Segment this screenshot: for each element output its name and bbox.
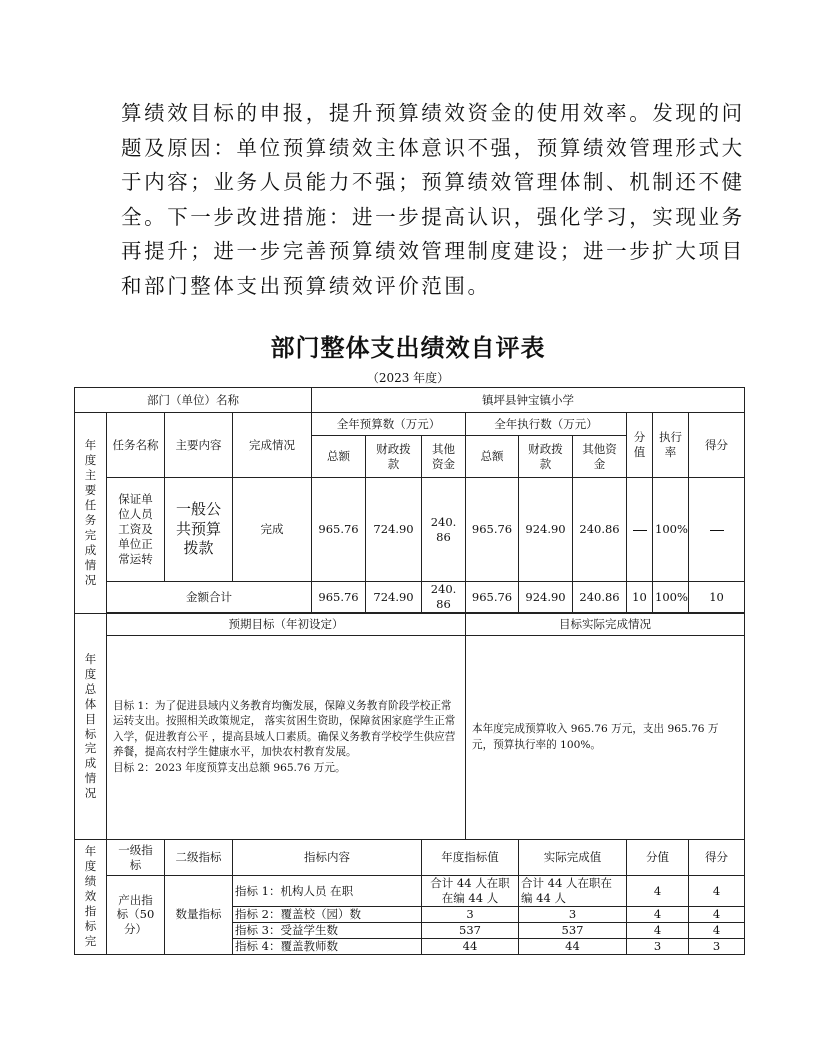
indicator-target: 44 <box>422 938 519 954</box>
sum-budget-total: 965.76 <box>312 582 366 613</box>
exec-other-header: 其他资金 <box>573 436 627 478</box>
sum-score: 10 <box>689 582 745 613</box>
indicator-score-value: 3 <box>627 938 689 954</box>
indicator-content: 指标 2：覆盖校（园）数 <box>233 907 422 923</box>
level2-header: 二级指标 <box>165 840 233 876</box>
task-status: 完成 <box>233 478 312 582</box>
exec-total: 965.76 <box>466 478 519 582</box>
exec-group-header: 全年执行数（万元） <box>466 413 627 436</box>
score-header: 得分 <box>689 413 745 478</box>
indicator-target: 合计 44 人在职在编 44 人 <box>422 876 519 907</box>
actual-goal-text: 本年度完成预算收入 965.76 万元，支出 965.76 万元，预算执行率的 100%。 <box>466 636 745 840</box>
level1-header: 一级指标 <box>107 840 165 876</box>
indicator-actual: 44 <box>519 938 627 954</box>
sum-budget-other: 240.86 <box>422 582 466 613</box>
sum-exec-total: 965.76 <box>466 582 519 613</box>
exec-total-header: 总额 <box>466 436 519 478</box>
task-score <box>689 478 745 582</box>
indicator-score: 3 <box>689 938 745 954</box>
sum-exec-other: 240.86 <box>573 582 627 613</box>
task-content: 一般公共预算拨款 <box>165 478 233 582</box>
sum-score-value: 10 <box>627 582 653 613</box>
indicator-score: 4 <box>689 876 745 907</box>
paragraph-line: 题及原因：单位预算绩效主体意识不强，预算绩效管理形式大 <box>121 135 745 160</box>
indicator-target: 3 <box>422 907 519 923</box>
paragraph-line: 再提升；进一步完善预算绩效管理制度建设；进一步扩大项目 <box>121 239 745 263</box>
exec-fiscal: 924.90 <box>519 478 573 582</box>
sec1-header-row <box>75 413 745 436</box>
budget-total: 965.76 <box>312 478 366 582</box>
ind-score-header: 得分 <box>689 840 745 876</box>
paragraph-line: 于内容；业务人员能力不强；预算绩效管理体制、机制还不健 <box>121 170 745 194</box>
content-header: 指标内容 <box>233 840 422 876</box>
indicator-row <box>75 876 745 907</box>
indicator-target: 537 <box>422 922 519 938</box>
budget-fiscal: 724.90 <box>366 478 422 582</box>
task-row <box>75 478 745 582</box>
budget-total-header: 总额 <box>312 436 366 478</box>
section-label-tasks: 年度主要任务完成情况 <box>75 413 107 614</box>
sum-label: 金额合计 <box>107 582 312 613</box>
section-label-indicators: 年度绩效指标完 <box>75 840 107 955</box>
self-evaluation-table <box>74 387 745 955</box>
sec2-header-row <box>75 614 745 636</box>
indicator-content: 指标 3：受益学生数 <box>233 922 422 938</box>
task-exec-rate: 100% <box>653 478 689 582</box>
quantity-indicator-label: 数量指标 <box>165 876 233 955</box>
task-name-header: 任务名称 <box>107 413 165 478</box>
sum-exec-fiscal: 924.90 <box>519 582 573 613</box>
paragraph-line: 算绩效目标的申报，提升预算绩效资金的使用效率。发现的问 <box>121 101 745 125</box>
indicator-score-value: 4 <box>627 922 689 938</box>
indicator-score-value: 4 <box>627 876 689 907</box>
exec-other: 240.86 <box>573 478 627 582</box>
completion-header: 完成情况 <box>233 413 312 478</box>
indicator-score: 4 <box>689 922 745 938</box>
goal-2-text: 目标 2：2023 年度预算支出总额 965.76 万元。 <box>113 761 346 774</box>
form-year: （2023 年度） <box>366 371 450 385</box>
sum-budget-fiscal: 724.90 <box>366 582 422 613</box>
sum-row <box>75 582 745 613</box>
target-header: 年度指标值 <box>422 840 519 876</box>
budget-fiscal-header: 财政拨款 <box>366 436 422 478</box>
indicator-content: 指标 1：机构人员 在职 <box>233 876 422 907</box>
score-value-header: 分值 <box>627 413 653 478</box>
paragraph-line: 和部门整体支出预算绩效评价范围。 <box>121 273 491 298</box>
task-score-value <box>627 478 653 582</box>
expected-goal-text <box>107 636 466 840</box>
form-title: 部门整体支出绩效自评表 <box>270 333 546 362</box>
indicator-actual: 合计 44 人在职在编 44 人 <box>519 876 627 907</box>
actual-goal-header: 目标实际完成情况 <box>466 614 745 636</box>
budget-group-header: 全年预算数（万元） <box>312 413 466 436</box>
sec2-content-row <box>75 636 745 840</box>
exec-fiscal-header: 财政拨款 <box>519 436 573 478</box>
dash-mark <box>710 530 724 531</box>
main-content-header: 主要内容 <box>165 413 233 478</box>
expected-goal-header: 预期目标（年初设定） <box>107 614 466 636</box>
exec-rate-header: 执行率 <box>653 413 689 478</box>
dept-value: 镇坪县钟宝镇小学 <box>312 388 745 413</box>
dash-mark <box>633 530 647 531</box>
indicator-actual: 3 <box>519 907 627 923</box>
sum-exec-rate: 100% <box>653 582 689 613</box>
ind-score-value-header: 分值 <box>627 840 689 876</box>
indicator-content: 指标 4：覆盖教师数 <box>233 938 422 954</box>
section-label-goals: 年度总体目标完成情况 <box>75 614 107 840</box>
indicator-score: 4 <box>689 907 745 923</box>
budget-other: 240.86 <box>422 478 466 582</box>
goal-1-text: 目标 1：为了促进县域内义务教育均衡发展，保障义务教育阶段学校正常运转支出。按照相关政策规定， 落实贫困生资助，保障贫困家庭学生正常入学，促进教育公平 ，提高县域人口素质。确保义务教育学校学生供应营养餐，提高农村学生健康水平，加快农村教育发展。 <box>113 700 456 759</box>
output-indicator-label: 产出指标（50分） <box>107 876 165 955</box>
indicator-actual: 537 <box>519 922 627 938</box>
dept-label: 部门（单位）名称 <box>75 388 312 413</box>
body-paragraph <box>121 96 745 303</box>
dept-row <box>75 388 745 413</box>
task-name: 保证单位人员工资及单位正常运转 <box>107 478 165 582</box>
paragraph-line: 全。下一步改进措施：进一步提高认识，强化学习，实现业务 <box>121 204 745 229</box>
indicator-score-value: 4 <box>627 907 689 923</box>
actual-header: 实际完成值 <box>519 840 627 876</box>
sec3-header-row <box>75 840 745 876</box>
budget-other-header: 其他资金 <box>422 436 466 478</box>
